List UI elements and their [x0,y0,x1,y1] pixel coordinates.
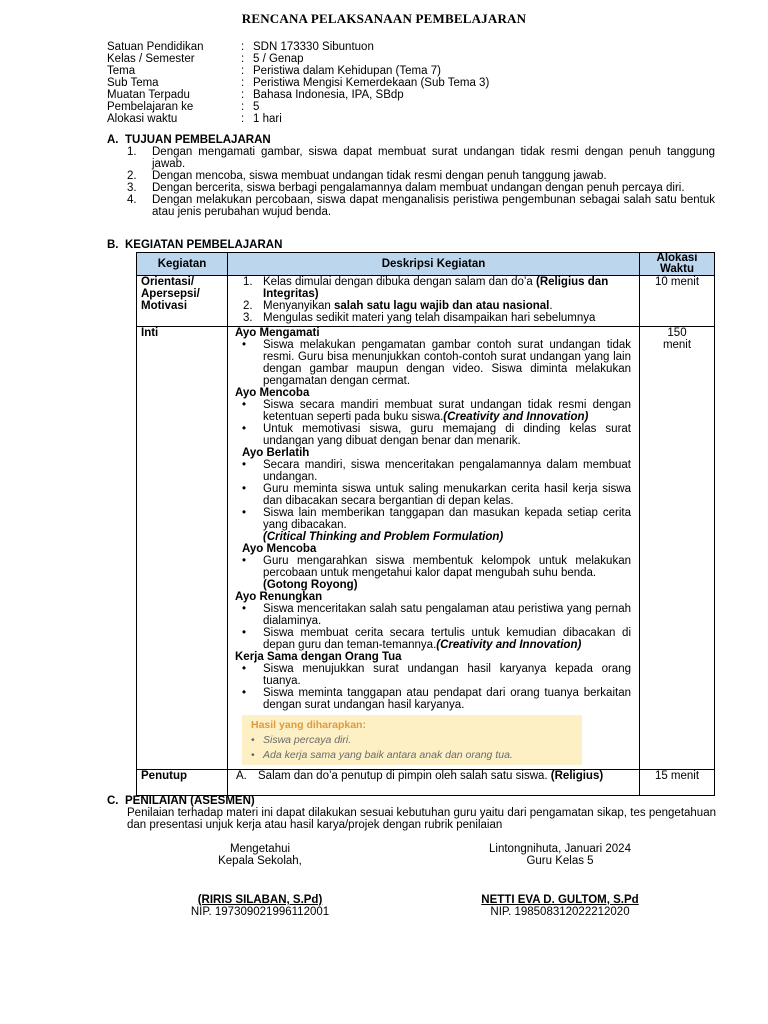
identity-row [107,41,489,53]
row-time: 10 menit [640,276,715,327]
signer-nip: NIP. 197309021996112001 [190,906,330,918]
list-item: • Siswa secara mandiri membuat surat undangan tidak resmi dengan ketentuan seperti pada buku siswa.(Creativity and Innovation) [235,399,631,423]
list-item: 1. Kelas dimulai dengan dibuka dengan salam dan do’a (Religius dan Integritas) [243,276,609,300]
character-note: (Critical Thinking and Problem Formulation) [263,531,504,543]
identity-row [107,89,489,101]
signer-nip: NIP. 198508312022212020 [490,906,630,918]
signature-line: Kepala Sekolah, [218,855,302,867]
identity-row [107,113,489,125]
identity-colon: : [241,65,245,77]
expected-result-item: • Siswa percaya diri. [251,734,352,746]
identity-value: 5 / Genap [253,53,304,65]
goal-item: 2. Dengan mencoba, siswa membuat undangan tidak resmi dengan penuh tanggung jawab. [127,170,607,182]
expected-results-box [242,715,582,765]
table-row [137,327,715,770]
section-b-heading [107,239,282,251]
identity-value: 1 hari [253,113,282,125]
list-item: • Guru mengarahkan siswa membentuk kelompok untuk melakukan percobaan untuk mengetahui kalor dapat mengubah suhu benda. [235,555,631,579]
row-description: A. Salam dan do’a penutup di pimpin oleh salah satu siswa. (Religius) [228,770,640,796]
identity-row [107,101,489,113]
list-item: • Untuk memotivasi siswa, guru memajang di dinding kelas surat undangan yang dibuat dengan benar dan menarik. [235,423,631,447]
character-note: (Gotong Royong) [263,579,358,591]
activity-heading: Ayo Renungkan [235,591,323,603]
activity-heading: Ayo Mengamati [235,327,320,339]
activity-heading: Ayo Berlatih [242,447,310,459]
identity-row [107,65,489,77]
identity-row [107,53,489,65]
goal-item: 4. Dengan melakukan percobaan, siswa dapat menganalisis peristiwa pengembunan sebagai salah satu bentuk atau jenis perubahan wujud benda. [127,194,715,218]
row-label: Orientasi/ Apersepsi/ Motivasi [137,276,228,327]
section-letter: C. [107,795,119,807]
identity-value: Peristiwa dalam Kehidupan (Tema 7) [253,65,441,77]
header-alokasi: Alokasi Waktu [640,253,715,276]
signer-name: (RIRIS SILABAN, S.Pd) [197,894,323,906]
identity-row [107,77,489,89]
assessment-text: Penilaian terhadap materi ini dapat dilakukan sesuai kebutuhan guru yaitu dari pengamatan sikap, tes pengetahuan dan presentasi unjuk kerja atau hasil karya/projek dengan rubrik penilaian [127,807,716,831]
list-item: • Siswa melakukan pengamatan gambar contoh surat undangan tidak resmi. Guru bisa menunjukkan contoh-contoh surat undangan yang lain dengan gambar maupun dengan video. Siswa diminta melakukan pengamatan dengan cermat. [235,339,631,387]
identity-colon: : [241,53,245,65]
signature-line: Lintongnihuta, Januari 2024 [489,843,631,855]
identity-value: 5 [253,101,260,113]
list-item: • Siswa membuat cerita secara tertulis untuk kemudian dibacakan di depan guru dan teman-temannya.(Creativity and Innovation) [235,627,631,651]
list-item: • Siswa menujukkan surat undangan hasil karyanya kepada orang tuanya. [235,663,631,687]
identity-colon: : [241,41,245,53]
list-item: 3. Mengulas sedikit materi yang telah disampaikan hari sebelumnya [243,312,596,324]
activity-heading: Kerja Sama dengan Orang Tua [235,651,402,663]
signature-teacher-name [450,894,670,918]
row-label: Inti [137,327,228,770]
section-title: KEGIATAN PEMBELAJARAN [125,239,283,251]
table-header-row [137,253,715,276]
section-title: PENILAIAN (ASESMEN) [125,795,255,807]
goals-list [107,146,715,218]
row-label: Penutup [137,770,228,796]
activity-heading: Ayo Mencoba [242,543,317,555]
signature-teacher [450,843,670,867]
table-row [137,770,715,796]
identity-label: Tema [107,65,136,77]
expected-result-item: • Ada kerja sama yang baik antara anak dan orang tua. [251,749,513,761]
table-row [137,276,715,327]
signature-principal-name [170,894,350,918]
list-item: • Secara mandiri, siswa menceritakan pengalamannya dalam membuat undangan. [235,459,631,483]
identity-label: Alokasi waktu [107,113,178,125]
list-item: • Siswa meminta tanggapan atau pendapat dari orang tuanya berkaitan dengan surat undangan hasil karyanya. [235,687,631,711]
identity-value: Bahasa Indonesia, IPA, SBdp [253,89,404,101]
identity-value: SDN 173330 Sibuntuon [253,41,374,53]
row-description [228,276,640,327]
signature-line: Mengetahui [229,843,291,855]
identity-colon: : [241,101,245,113]
goal-item: 1. Dengan mengamati gambar, siswa dapat membuat surat undangan tidak resmi dengan penuh tanggung jawab. [127,146,715,170]
document-title: RENCANA PELAKSANAAN PEMBELAJARAN [241,11,527,26]
identity-colon: : [241,77,245,89]
signature-principal [170,843,350,867]
header-kegiatan: Kegiatan [137,253,228,276]
identity-label: Muatan Terpadu [107,89,190,101]
identity-label: Sub Tema [107,77,159,89]
identity-label: Kelas / Semester [107,53,195,65]
section-c-heading [107,795,255,807]
section-title: TUJUAN PEMBELAJARAN [125,134,271,146]
identity-table [107,41,489,125]
row-description [228,327,640,770]
expected-results-title: Hasil yang diharapkan: [251,719,366,731]
section-letter: B. [107,239,119,251]
row-time: 15 menit [640,770,715,796]
goal-item: 3. Dengan bercerita, siswa berbagi pengalamannya dalam membuat undangan dengan penuh percaya diri. [127,182,685,194]
section-a-heading [107,134,271,146]
activity-heading: Ayo Mencoba [235,387,310,399]
signature-line: Guru Kelas 5 [526,855,594,867]
identity-colon: : [241,113,245,125]
identity-label: Pembelajaran ke [107,101,194,113]
row-time: 150 menit [640,327,715,770]
list-item: • Guru meminta siswa untuk saling menukarkan cerita hasil kerja siswa dan dibacakan secara bergantian di depan kelas. [235,483,631,507]
identity-label: Satuan Pendidikan [107,41,204,53]
activities-table [136,252,715,796]
section-letter: A. [107,134,119,146]
signer-name: NETTI EVA D. GULTOM, S.Pd [481,894,639,906]
identity-value: Peristiwa Mengisi Kemerdekaan (Sub Tema 3) [253,77,490,89]
identity-colon: : [241,89,245,101]
list-item: 2. Menyanyikan salah satu lagu wajib dan atau nasional. [243,300,553,312]
list-item: • Siswa lain memberikan tanggapan dan masukan kepada setiap cerita yang dibacakan. [235,507,631,531]
header-deskripsi: Deskripsi Kegiatan [228,253,640,276]
list-item: • Siswa menceritakan salah satu pengalaman atau peristiwa yang pernah dialaminya. [235,603,631,627]
